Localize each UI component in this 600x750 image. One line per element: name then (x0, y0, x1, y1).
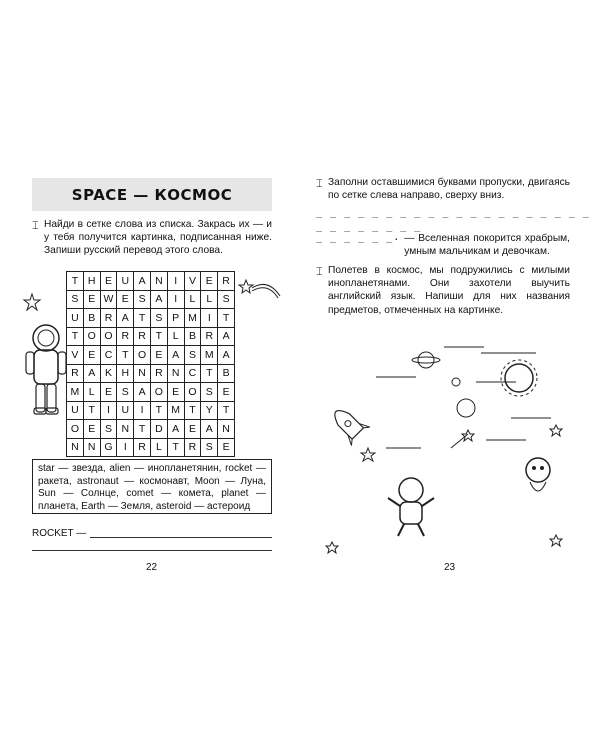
grid-cell[interactable]: S (184, 346, 201, 365)
grid-cell[interactable]: R (117, 327, 134, 346)
grid-cell[interactable]: E (100, 272, 117, 291)
word-search-table (66, 271, 235, 457)
grid-cell[interactable]: O (100, 327, 117, 346)
grid-cell[interactable]: T (134, 420, 151, 439)
grid-cell[interactable]: W (100, 290, 117, 309)
grid-cell[interactable]: M (201, 346, 218, 365)
grid-cell[interactable]: T (67, 272, 84, 291)
page-number-right: 23 (444, 562, 456, 573)
grid-cell[interactable]: P (167, 309, 184, 328)
grid-cell[interactable]: L (201, 290, 218, 309)
grid-cell[interactable]: G (100, 438, 117, 457)
astronaut-icon (388, 478, 434, 536)
grid-cell[interactable]: S (218, 290, 235, 309)
rocket-icon (327, 402, 370, 445)
star-icon (550, 425, 562, 436)
word-search-grid (66, 271, 235, 457)
grid-cell[interactable]: L (83, 383, 100, 402)
grid-cell[interactable]: E (167, 383, 184, 402)
grid-cell[interactable]: A (134, 272, 151, 291)
grid-cell[interactable]: D (150, 420, 167, 439)
grid-cell[interactable]: R (100, 309, 117, 328)
grid-cell[interactable]: O (150, 383, 167, 402)
grid-cell[interactable]: T (218, 309, 235, 328)
grid-row (67, 364, 235, 383)
grid-cell[interactable]: N (83, 438, 100, 457)
grid-cell[interactable]: N (134, 364, 151, 383)
grid-cell[interactable]: N (150, 272, 167, 291)
grid-cell[interactable]: R (201, 327, 218, 346)
grid-cell[interactable]: V (184, 272, 201, 291)
grid-cell[interactable]: T (218, 401, 235, 420)
star-icon (326, 542, 338, 553)
grid-cell[interactable]: S (100, 420, 117, 439)
grid-cell[interactable]: S (201, 438, 218, 457)
grid-cell[interactable]: A (218, 346, 235, 365)
grid-cell[interactable]: R (184, 438, 201, 457)
grid-cell[interactable]: O (184, 383, 201, 402)
answer-line-2[interactable] (32, 550, 272, 551)
grid-cell[interactable]: E (201, 272, 218, 291)
grid-row (67, 309, 235, 328)
grid-row (67, 327, 235, 346)
grid-cell[interactable]: E (83, 420, 100, 439)
grid-cell[interactable]: L (184, 290, 201, 309)
grid-cell[interactable]: M (167, 401, 184, 420)
comet-icon (451, 434, 468, 448)
grid-cell[interactable]: S (150, 309, 167, 328)
grid-cell[interactable]: B (83, 309, 100, 328)
grid-cell[interactable]: N (67, 438, 84, 457)
grid-cell[interactable]: N (117, 420, 134, 439)
answer-label: ROCKET — (32, 528, 87, 539)
grid-cell[interactable]: E (117, 290, 134, 309)
grid-row (67, 346, 235, 365)
grid-cell[interactable]: E (83, 290, 100, 309)
grid-cell[interactable]: H (83, 272, 100, 291)
task-instruction-1: Заполни оставшимися буквами пропуски, двигаясь по сетке слева направо, сверху вниз. (328, 177, 570, 202)
grid-cell[interactable]: A (218, 327, 235, 346)
grid-cell[interactable]: T (134, 309, 151, 328)
grid-cell[interactable]: U (117, 401, 134, 420)
grid-cell[interactable]: O (83, 327, 100, 346)
grid-cell[interactable]: S (117, 383, 134, 402)
grid-cell[interactable]: A (134, 383, 151, 402)
star-icon (24, 294, 40, 310)
sentence-tail: — Вселенная покорится храбрым, умным мальчикам и девочкам. (404, 233, 570, 258)
star-icon (361, 448, 375, 461)
grid-row (67, 420, 235, 439)
grid-cell[interactable]: R (134, 327, 151, 346)
grid-cell[interactable]: C (184, 364, 201, 383)
grid-cell[interactable]: M (184, 309, 201, 328)
grid-cell[interactable]: U (117, 272, 134, 291)
grid-cell[interactable]: L (167, 327, 184, 346)
grid-cell[interactable]: S (201, 383, 218, 402)
grid-cell[interactable]: A (167, 346, 184, 365)
grid-cell[interactable]: T (167, 438, 184, 457)
grid-cell[interactable]: I (167, 272, 184, 291)
grid-cell[interactable]: S (134, 290, 151, 309)
planet-icon (412, 352, 440, 368)
grid-cell[interactable]: N (167, 364, 184, 383)
grid-cell[interactable]: T (150, 327, 167, 346)
grid-cell[interactable]: E (100, 383, 117, 402)
alien-icon (526, 458, 550, 491)
grid-cell[interactable]: T (83, 401, 100, 420)
grid-cell[interactable]: H (117, 364, 134, 383)
grid-cell[interactable]: U (67, 401, 84, 420)
grid-row (67, 438, 235, 457)
grid-cell[interactable]: I (134, 401, 151, 420)
grid-cell[interactable]: A (167, 420, 184, 439)
grid-cell[interactable]: T (184, 401, 201, 420)
grid-row (67, 383, 235, 402)
space-scene-illustration (316, 330, 576, 560)
grid-cell[interactable]: C (100, 346, 117, 365)
grid-cell[interactable]: A (201, 420, 218, 439)
grid-cell[interactable]: E (83, 346, 100, 365)
page-title-bar (32, 178, 272, 211)
grid-cell[interactable]: E (150, 346, 167, 365)
task-instruction-2: Полетев в космос, мы подружились с милыми инопланетянами. Они захотели выучить английский язык. Напиши для них названия предметов, отмеченных на картинке. (328, 265, 570, 316)
blanks-line-2[interactable]: _ _ _ _ _ _ _ _ (316, 221, 422, 232)
page-number-left: 22 (146, 562, 158, 573)
pin-icon: ⌶ (316, 178, 323, 190)
grid-cell[interactable]: R (150, 364, 167, 383)
pin-icon: ⌶ (316, 266, 323, 278)
grid-cell[interactable]: T (150, 401, 167, 420)
grid-cell[interactable]: L (150, 438, 167, 457)
grid-cell[interactable]: S (67, 290, 84, 309)
grid-cell[interactable]: A (150, 290, 167, 309)
grid-cell[interactable]: E (218, 438, 235, 457)
grid-row (67, 290, 235, 309)
grid-cell[interactable]: T (67, 327, 84, 346)
grid-row (67, 401, 235, 420)
blanks-line-1[interactable]: _ _ _ _ _ _ _ _ _ _ _ _ _ _ _ _ _ _ _ _ (316, 207, 590, 218)
blanks-line-3[interactable]: _ _ _ _ _ _. (316, 232, 401, 243)
grid-cell[interactable]: A (83, 364, 100, 383)
grid-cell[interactable]: T (117, 346, 134, 365)
earth-icon (457, 399, 475, 417)
grid-cell[interactable]: B (218, 364, 235, 383)
grid-row (67, 272, 235, 291)
word-list-box (32, 459, 272, 514)
grid-cell[interactable]: K (100, 364, 117, 383)
grid-cell[interactable]: O (134, 346, 151, 365)
grid-cell[interactable]: V (67, 346, 84, 365)
grid-cell[interactable]: T (201, 364, 218, 383)
grid-cell[interactable]: M (67, 383, 84, 402)
grid-cell[interactable]: U (67, 309, 84, 328)
page-title: SPACE — КОСМОС (71, 185, 233, 204)
grid-cell[interactable]: I (167, 290, 184, 309)
grid-cell[interactable]: E (184, 420, 201, 439)
grid-cell[interactable]: R (218, 272, 235, 291)
grid-cell[interactable]: O (67, 420, 84, 439)
grid-cell[interactable]: I (201, 309, 218, 328)
grid-cell[interactable]: B (184, 327, 201, 346)
answer-line-1[interactable] (90, 537, 272, 538)
star-icon (550, 535, 562, 546)
grid-cell[interactable]: R (67, 364, 84, 383)
grid-cell[interactable]: I (100, 401, 117, 420)
grid-cell[interactable]: R (134, 438, 151, 457)
grid-cell[interactable]: Y (201, 401, 218, 420)
grid-cell[interactable]: E (218, 383, 235, 402)
task-instruction-left: Найди в сетке слова из списка. Закрась их — и у тебя получится картинка, подписанная ниже. Запиши русский перевод этого слова. (44, 219, 272, 257)
grid-cell[interactable]: N (218, 420, 235, 439)
comet-icon (238, 276, 282, 304)
astronaut-illustration (14, 290, 74, 420)
grid-cell[interactable]: I (117, 438, 134, 457)
grid-cell[interactable]: A (117, 309, 134, 328)
asteroid-icon (452, 378, 460, 386)
word-list-text: star — звезда, alien — инопланетянин, rocket — ракета, astronaut — космонавт, Moon — Луна, Sun — Солнце, comet — комета, planet — планета, Earth — Земля, asteroid — астероид (38, 463, 266, 512)
pin-icon: ⌶ (32, 220, 39, 232)
sun-icon (501, 360, 537, 396)
